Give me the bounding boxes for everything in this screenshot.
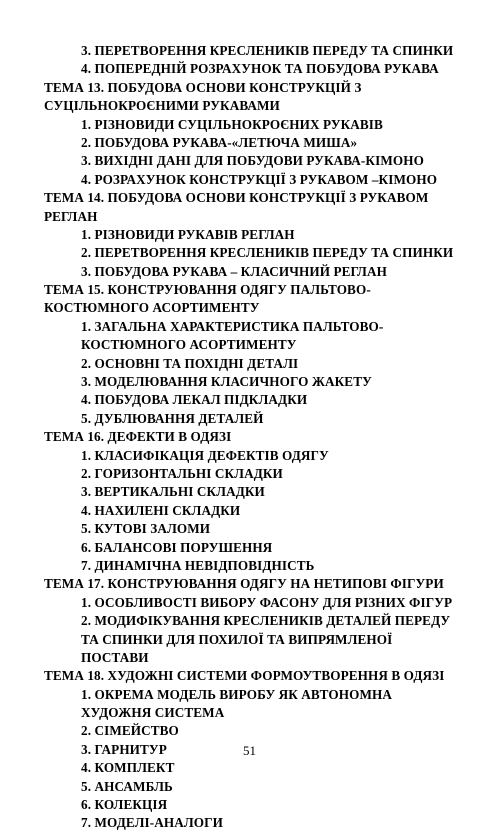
topic-heading-line: ТЕМА 13. ПОБУДОВА ОСНОВИ КОНСТРУКЦІЙ З [44,79,362,95]
subtopic-line: 4. НАХИЛЕНІ СКЛАДКИ [81,502,241,518]
subtopic-line: 2. МОДИФІКУВАННЯ КРЕСЛЕНИКІВ ДЕТАЛЕЙ ПЕРЕДУ [81,613,451,629]
subtopic-line: ТА СПИНКИ ДЛЯ ПОХИЛОЇ ТА ВИПРЯМЛЕНОЇ [81,631,393,647]
topic-heading-line: ТЕМА 14. ПОБУДОВА ОСНОВИ КОНСТРУКЦІЇ З РУКАВОМ [44,190,429,206]
subtopic-line: 2. СІМЕЙСТВО [81,723,179,739]
subtopic-line: 4. ПОПЕРЕДНІЙ РОЗРАХУНОК ТА ПОБУДОВА РУКАВА [81,61,439,77]
subtopic-line: 6. БАЛАНСОВІ ПОРУШЕННЯ [81,539,273,555]
subtopic-line: 7. МОДЕЛІ-АНАЛОГИ [81,815,224,831]
subtopic-line: 2. ПЕРЕТВОРЕННЯ КРЕСЛЕНИКІВ ПЕРЕДУ ТА СПИНКИ [81,245,454,261]
subtopic-line: 1. ЗАГАЛЬНА ХАРАКТЕРИСТИКА ПАЛЬТОВО- [81,318,384,334]
topic-heading-line: ТЕМА 18. ХУДОЖНІ СИСТЕМИ ФОРМОУТВОРЕННЯ В ОДЯЗІ [44,668,445,684]
subtopic-line: 4. РОЗРАХУНОК КОНСТРУКЦІЇ З РУКАВОМ –КІМОНО [81,171,438,187]
page-content [44,42,474,833]
subtopic-line: 7. ДИНАМІЧНА НЕВІДПОВІДНІСТЬ [81,557,315,573]
page-number: 51 [243,743,256,758]
subtopic-line: 3. ПЕРЕТВОРЕННЯ КРЕСЛЕНИКІВ ПЕРЕДУ ТА СПИНКИ [81,43,454,58]
subtopic-line: 1. КЛАСИФІКАЦІЯ ДЕФЕКТІВ ОДЯГУ [81,447,329,463]
subtopic-line: 4. КОМПЛЕКТ [81,760,175,776]
topic-heading-line: ТЕМА 16. ДЕФЕКТИ В ОДЯЗІ [44,429,232,445]
subtopic-line: 6. КОЛЕКЦІЯ [81,797,168,813]
topic-heading-line: ТЕМА 15. КОНСТРУЮВАННЯ ОДЯГУ ПАЛЬТОВО- [44,282,371,298]
topic-heading-line: КОСТЮМНОГО АСОРТИМЕНТУ [44,300,260,316]
subtopic-line: 2. ОСНОВНІ ТА ПОХІДНІ ДЕТАЛІ [81,355,299,371]
subtopic-line: 3. МОДЕЛЮВАННЯ КЛАСИЧНОГО ЖАКЕТУ [81,374,372,390]
topic-heading-line: РЕГЛАН [44,208,98,224]
topic-heading-line: СУЦІЛЬНОКРОЄНИМИ РУКАВАМИ [44,98,280,114]
subtopic-line: 2. ПОБУДОВА РУКАВА-«ЛЕТЮЧА МИША» [81,134,358,150]
subtopic-line: 5. КУТОВІ ЗАЛОМИ [81,521,211,537]
subtopic-line: 2. ГОРИЗОНТАЛЬНІ СКЛАДКИ [81,465,283,481]
subtopic-line: 5. АНСАМБЛЬ [81,778,173,794]
subtopic-line: 3. ПОБУДОВА РУКАВА – КЛАСИЧНИЙ РЕГЛАН [81,263,387,279]
subtopic-line: 4. ПОБУДОВА ЛЕКАЛ ПІДКЛАДКИ [81,392,308,408]
subtopic-line: 3. ВИХІДНІ ДАНІ ДЛЯ ПОБУДОВИ РУКАВА-КІМОНО [81,153,424,169]
subtopic-line: 1. ОКРЕМА МОДЕЛЬ ВИРОБУ ЯК АВТОНОМНА [81,686,392,702]
subtopic-line: 1. РІЗНОВИДИ СУЦІЛЬНОКРОЄНИХ РУКАВІВ [81,116,383,132]
subtopic-line: ХУДОЖНЯ СИСТЕМА [81,705,225,721]
subtopic-line: ПОСТАВИ [81,649,149,665]
subtopic-line: 1. РІЗНОВИДИ РУКАВІВ РЕГЛАН [81,226,295,242]
subtopic-line: 1. ОСОБЛИВОСТІ ВИБОРУ ФАСОНУ ДЛЯ РІЗНИХ ФІГУР [81,594,453,610]
subtopic-line: КОСТЮМНОГО АСОРТИМЕНТУ [81,337,297,353]
topic-heading-line: ТЕМА 17. КОНСТРУЮВАННЯ ОДЯГУ НА НЕТИПОВІ ФІГУРИ [44,576,444,592]
subtopic-line: 5. ДУБЛЮВАННЯ ДЕТАЛЕЙ [81,410,264,426]
subtopic-line: 3. ВЕРТИКАЛЬНІ СКЛАДКИ [81,484,265,500]
subtopic-line: 3. ГАРНИТУР [81,741,167,757]
